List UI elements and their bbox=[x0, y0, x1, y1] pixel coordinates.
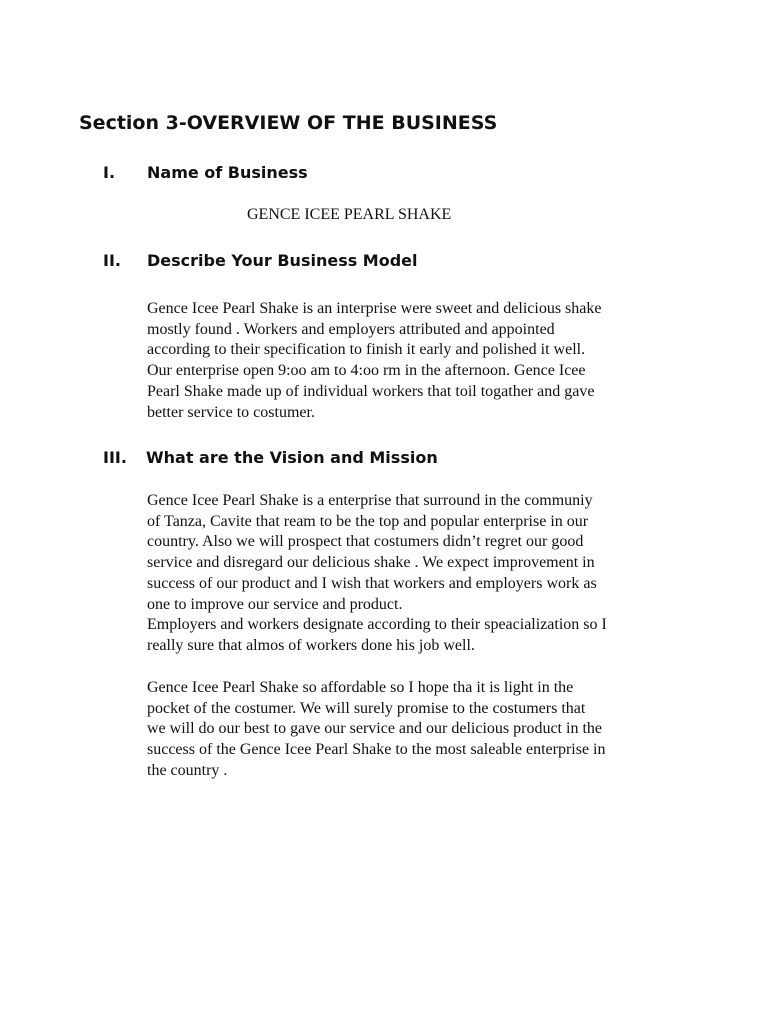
section-heading-label: What are the Vision and Mission bbox=[146, 448, 438, 467]
paragraph-line: success of our product and I wish that workers and employers work as bbox=[147, 574, 597, 592]
paragraph-line: pocket of the costumer. We will surely promise to the costumers that bbox=[147, 699, 586, 717]
section-numeral: III. bbox=[103, 448, 127, 467]
paragraph-line: Gence Icee Pearl Shake so affordable so I hope tha it is light in the bbox=[147, 679, 574, 696]
business-model-paragraph bbox=[147, 299, 601, 423]
vision-paragraph bbox=[147, 491, 607, 657]
paragraph-line: success of the Gence Icee Pearl Shake to the most saleable enterprise in bbox=[147, 741, 606, 759]
paragraph-line: according to their specification to finish it early and polished it well. bbox=[147, 341, 586, 359]
paragraph-line: Gence Icee Pearl Shake is a enterprise that surround in the communiy bbox=[147, 492, 593, 509]
paragraph-line: Employers and workers designate according to their speacialization so I bbox=[147, 616, 607, 634]
paragraph-line: service and disregard our delicious shake . We expect improvement in bbox=[147, 554, 595, 572]
section-title: Section 3-OVERVIEW OF THE BUSINESS bbox=[79, 112, 498, 134]
paragraph-line: of Tanza, Cavite that ream to be the top and popular enterprise in our bbox=[147, 512, 589, 530]
paragraph-line: really sure that almos of workers done his job well. bbox=[147, 636, 475, 654]
paragraph-line: country. Also we will prospect that costumers didn’t regret our good bbox=[147, 533, 584, 551]
paragraph-line: Gence Icee Pearl Shake is an interprise were sweet and delicious shake bbox=[147, 300, 602, 317]
paragraph-line: Our enterprise open 9:oo am to 4:oo rm in the afternoon. Gence Icee bbox=[147, 362, 586, 380]
paragraph-line: mostly found . Workers and employers attributed and appointed bbox=[147, 320, 555, 338]
section-numeral: I. bbox=[103, 163, 116, 182]
paragraph-line: we will do our best to gave our service and our delicious product in the bbox=[147, 720, 602, 738]
section-numeral: II. bbox=[103, 251, 121, 270]
paragraph-line: the country . bbox=[147, 761, 228, 779]
section-heading-label: Describe Your Business Model bbox=[147, 251, 418, 270]
paragraph-line: Pearl Shake made up of individual workers that toil togather and gave bbox=[147, 382, 595, 400]
section-heading-label: Name of Business bbox=[147, 163, 308, 182]
paragraph-line: better service to costumer. bbox=[147, 403, 315, 421]
paragraph-line: one to improve our service and product. bbox=[147, 595, 403, 613]
mission-paragraph bbox=[147, 678, 605, 782]
business-name: GENCE ICEE PEARL SHAKE bbox=[247, 206, 452, 223]
